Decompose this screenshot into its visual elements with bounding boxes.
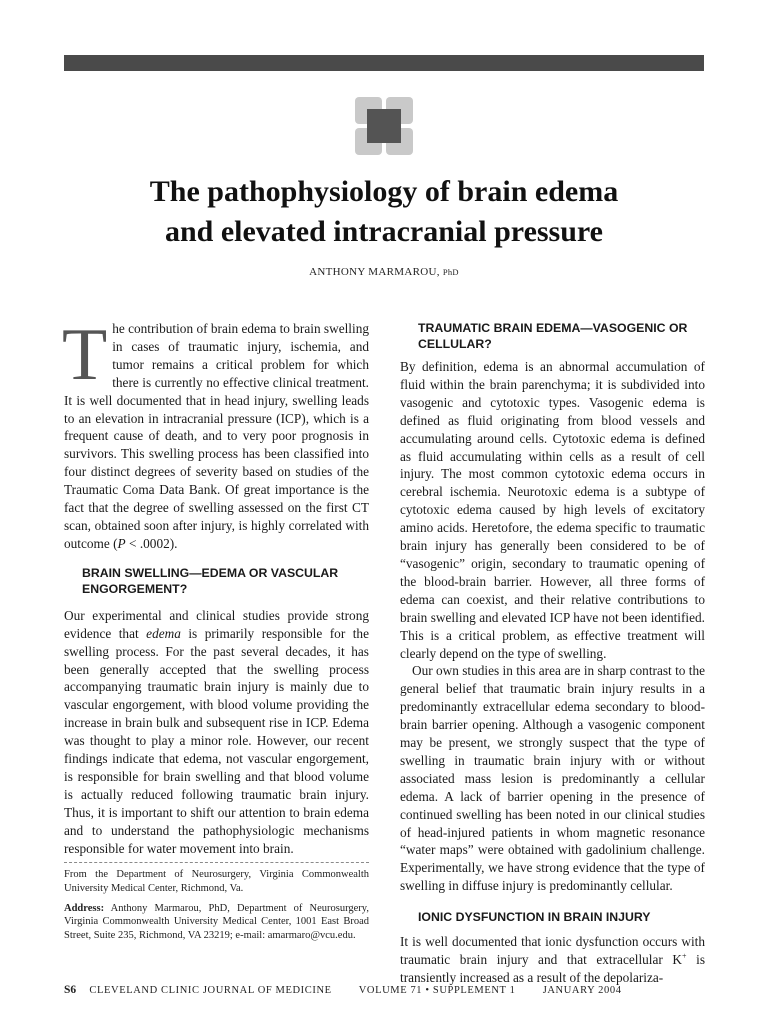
right-column: [400, 320, 705, 987]
section-heading-brain-swelling: BRAIN SWELLING—EDEMA OR VASCULAR ENGORGEMENT?: [82, 565, 339, 596]
journal-logo: [355, 97, 413, 155]
emphasis-edema: edema: [146, 625, 181, 641]
section-heading-traumatic-edema: TRAUMATIC BRAIN EDEMA—VASOGENIC OR CELLULAR?: [418, 321, 688, 351]
journal-name: CLEVELAND CLINIC JOURNAL OF MEDICINE: [89, 985, 332, 996]
title-line-2: and elevated intracranial pressure: [164, 215, 604, 248]
page-number: S6: [64, 984, 77, 996]
intro-text: he contribution of brain edema to brain swelling in cases of traumatic injury, ischemia, and tumor remains a critical problem for which there is currently no effective clinical treatment. It is well documented that in head injury, swelling leads to an elevation in intracranial pressure (ICP), which is a frequent cause of death, and to very poor prognosis in survivors. This swelling process has been classified into four distinct degrees of severity based on studies of the Traumatic Coma Data Bank. Of great importance is the fact that the degree of swelling assessed on the first CT scan, obtained soon after injury, is highly correlated with outcome (: [64, 321, 369, 551]
article-title: [64, 172, 704, 252]
section-heading-ionic-dysfunction: IONIC DYSFUNCTION IN BRAIN INJURY: [418, 910, 651, 925]
title-line-1: The pathophysiology of brain edema: [149, 175, 619, 208]
affiliation-text: From the Department of Neurosurgery, Virginia Commonwealth University Medical Center, Richmond, Va.: [64, 869, 369, 894]
left-column: [62, 314, 369, 857]
section1-paragraph: Our experimental and clinical studies provide strong evidence that edema is primarily responsible for the swelling process. For the past several decades, it has been generally accepted that the swelling process accompanying traumatic brain injury is mainly due to vascular engorgement, with blood volume providing the increase in brain bulk and subsequent rise in ICP. Edema was thought to play a minor role. However, our recent findings indicate that edema, not vascular engorgement, is responsible for brain swelling and that blood volume is actually reduced following traumatic brain injury. Thus, it is important to shift our attention to brain edema and to understand the pathophysiologic mechanisms responsible for water movement into brain.: [64, 607, 369, 856]
section2-paragraph-2: Our own studies in this area are in sharp contrast to the general belief that traumatic brain injury results in a predominantly extracellular edema secondary to blood-brain barrier opening. Although a vasogenic component may be present, we strongly suspect that the type of swelling in traumatic brain injury with or without associated mass lesion is predominantly a cellular edema. A lack of barrier opening in the presence of continued swelling has been noted in our clinical studies of head-injured patients in whom magnetic resonance “water maps” were obtained with gadolinium challenge. Experimentally, we have strong evidence that the type of swelling in diffuse injury is predominantly cellular.: [400, 663, 705, 894]
drop-cap: T: [62, 314, 108, 396]
issue-date: JANUARY 2004: [542, 985, 622, 996]
page-footer: [64, 984, 704, 996]
intro-text-end: < .0002).: [125, 535, 178, 551]
header-rule: [64, 55, 704, 71]
author-byline: [64, 266, 704, 278]
volume-info: VOLUME 71 • SUPPLEMENT 1: [358, 985, 516, 996]
section2-paragraph-1: By definition, edema is an abnormal accumulation of fluid within the brain parenchyma; it is subdivided into vasogenic and cytotoxic types. Vasogenic edema is defined as fluid originating from blood vessels and accumulating around cells. Cytotoxic edema is defined as fluid accumulating within cells as a result of cell injury. The most common cytotoxic edema occurs in cerebral ischemia. Neurotoxic edema is a subtype of cytotoxic edema caused by high levels of excitatory amino acids. Heretofore, the edema specific to traumatic brain injury has generally been considered to be of “vasogenic” origin, secondary to traumatic opening of the blood-brain barrier. However, all three forms of edema can coexist, and their relative contributions to brain swelling and elevated ICP have not been identified. This is a critical problem, as effective treatment will clearly depend on the type of swelling.: [400, 359, 705, 661]
author-name: ANTHONY MARMAROU,: [309, 266, 440, 278]
p-value-symbol: P: [117, 535, 126, 551]
section3-paragraph: It is well documented that ionic dysfunction occurs with traumatic brain injury and that extracellular K+ is transiently increased as a result of the depolariza-: [400, 934, 705, 985]
footnote-affiliation: [64, 862, 369, 949]
address-text: Address: Anthony Marmarou, PhD, Department of Neurosurgery, Virginia Commonwealth University Medical Center, 1001 East Broad Street, Suite 235, Richmond, VA 23219; e-mail: amarmaro@vcu.edu.: [64, 902, 369, 942]
author-degree: PhD: [442, 267, 459, 277]
potassium-charge: +: [682, 951, 687, 961]
intro-paragraph: [62, 314, 369, 553]
